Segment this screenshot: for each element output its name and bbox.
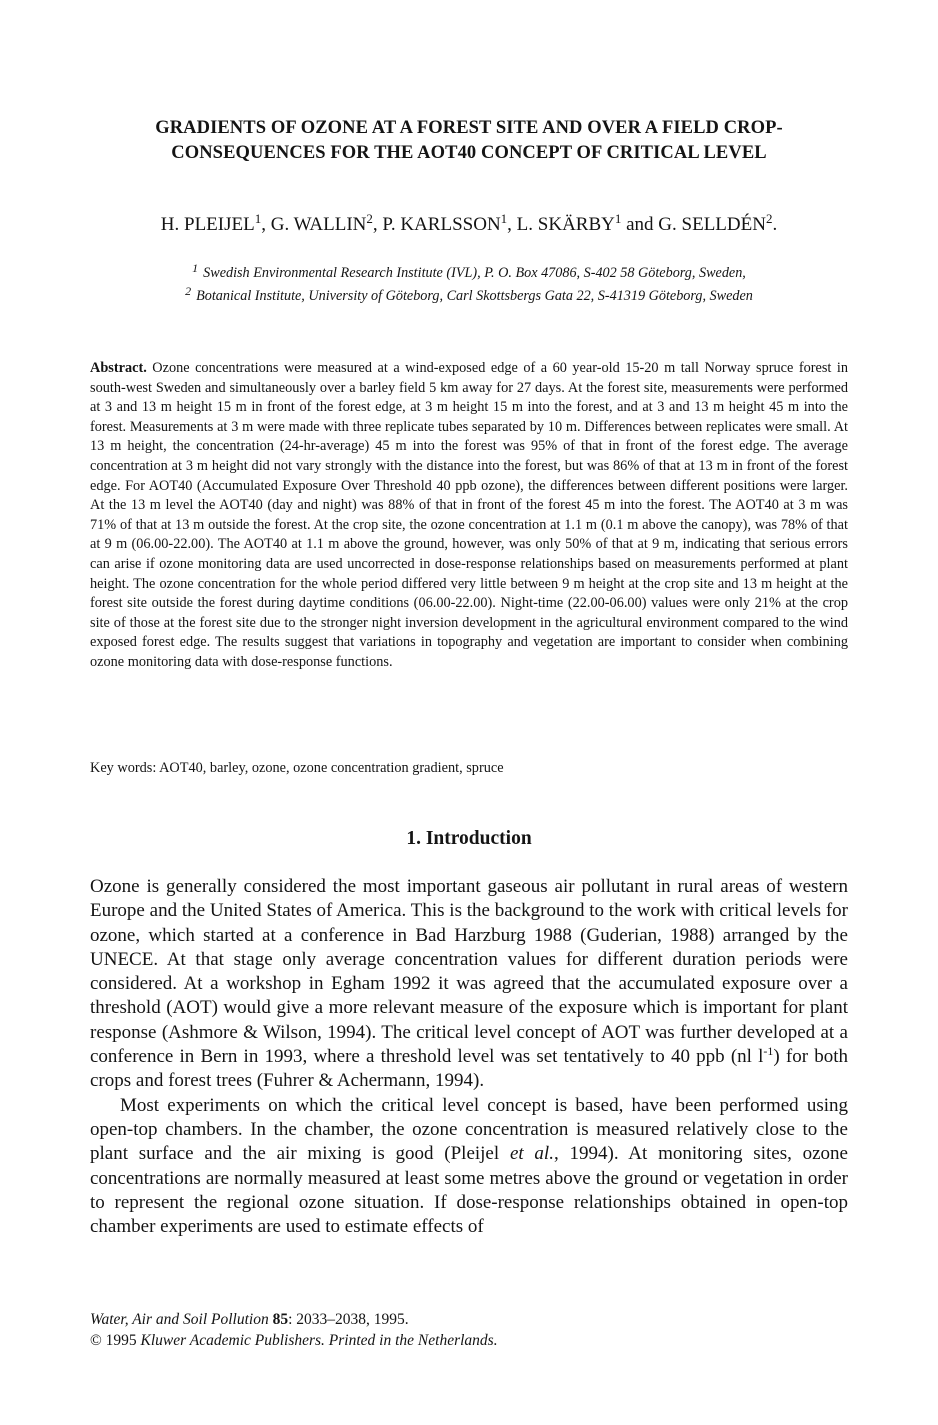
affiliation-mark: 1 [192, 261, 199, 275]
abstract [90, 359, 848, 673]
affiliations [80, 262, 858, 308]
author-separator: , [261, 214, 271, 235]
author-name: P. KARLSSON [382, 214, 501, 235]
author-separator: and [621, 214, 659, 235]
superscript: -1 [763, 1044, 774, 1059]
affiliation-text: Botanical Institute, University of Göteborg, Carl Skottsbergs Gata 22, S-41319 Göteborg, Sweden [196, 288, 753, 304]
abstract-text: Ozone concentrations were measured at a wind-exposed edge of a 60 year-old 15-20 m tall Norway spruce forest in south-west Sweden and simultaneously over a barley field 5 km away for 27 days. At the forest site, measurements were performed at 3 and 13 m height 15 m in front of the forest edge, at 3 m height 15 m into the forest, and at 3 and 13 m height 45 m into the forest. Measurements at 3 m were made with three replicate tubes separated by 10 m. Differences between replicates were small. At 13 m height, the concentration (24-hr-average) 45 m into the forest was 95% of that in front of the forest edge. The average concentration at 3 m height did not vary strongly with the distance into the forest, but was 86% of that at 13 m in front of the forest edge. For AOT40 (Accumulated Exposure Over Threshold 40 ppb ozone), the differences between different positions were larger. At the 13 m level the AOT40 (day and night) was 88% of that in front of the forest 45 m into the forest. The AOT40 at 3 m was 71% of that at 13 m outside the forest. At the crop site, the ozone concentration at 1.1 m (0.1 m above the canopy), was 78% of that at 9 m (06.00-22.00). The AOT40 at 1.1 m above the ground, however, was only 50% of that at 9 m, indicating that serious errors can arise if ozone monitoring data are used uncorrected in dose-response relationships based on measurements performed at plant height. The ozone concentration for the whole period differed very little between 9 m height at the crop site and 13 m height at the forest site outside the forest during daytime conditions (06.00-22.00). Night-time (22.00-06.00) values were only 21% at the crop site of those at the forest site due to the stronger night inversion development in the agricultural environment compared to the wind exposed forest edge. The results suggest that variations in topography and vegetation are important to consider when combining ozone monitoring data with dose-response functions. [90, 360, 848, 670]
author-name: L. SKÄRBY [516, 214, 615, 235]
author-list [40, 212, 898, 238]
paragraph [90, 875, 848, 1094]
citation-footer [90, 1309, 498, 1351]
author-affiliation-mark: 1 [254, 211, 262, 226]
affiliation-mark: 2 [185, 284, 192, 298]
journal-volume: 85 [272, 1311, 289, 1328]
author-name: H. PLEIJEL [160, 214, 255, 235]
affiliation-text: Swedish Environmental Research Institute (IVL), P. O. Box 47086, S-402 58 Göteborg, Sweden, [203, 265, 746, 281]
abstract-label: Abstract. [90, 360, 147, 376]
author-separator: , [372, 214, 383, 235]
author-separator: , [507, 214, 517, 235]
paragraph-text: , 1994). At monitoring sites, ozone concentrations are normally measured at least some metres above the ground or vegetation in order to represent the regional ozone situation. If dose-response relationships obtained in open-top chamber experiments are used to estimate effects of [90, 1143, 848, 1238]
journal-line [90, 1309, 498, 1330]
author-name: G. SELLDÉN [658, 214, 766, 235]
affiliation-line [80, 285, 858, 308]
author-affiliation-mark: 1 [614, 211, 622, 226]
author-name: G. WALLIN [270, 214, 367, 235]
publisher: Kluwer Academic Publishers. Printed in the Netherlands. [140, 1332, 498, 1349]
keywords: Key words: AOT40, barley, ozone, ozone concentration gradient, spruce [90, 760, 504, 776]
author-affiliation-mark: 2 [366, 211, 373, 226]
author-affiliation-mark: 1 [500, 211, 508, 226]
et-al: et al. [509, 1143, 554, 1165]
introduction-body [90, 875, 848, 1239]
copyright-year: © 1995 [90, 1332, 137, 1349]
journal-pages: : 2033–2038, 1995. [288, 1311, 409, 1328]
paragraph [90, 1094, 848, 1240]
paragraph-text: Ozone is generally considered the most important gaseous air pollutant in rural areas of western Europe and the United States of America. This is the background to the work with critical levels for ozone, which started at a conference in Bad Harzburg 1988 (Guderian, 1988) arranged by the UNECE. At that stage only average concentration values for different duration periods were considered. At a workshop in Egham 1992 it was agreed that the accumulated exposure over a threshold (AOT) would give a more relevant measure of the exposure which is important for plant response (Ashmore & Wilson, 1994). The critical level concept of AOT was further developed at a conference in Bern in 1993, where a threshold level was set tentatively to 40 ppb (nl l [90, 876, 848, 1068]
title-line-2: CONSEQUENCES FOR THE AOT40 CONCEPT OF CRITICAL LEVEL [171, 143, 767, 163]
section-heading: 1. Introduction [406, 828, 532, 849]
author-separator: . [772, 214, 778, 235]
author-affiliation-mark: 2 [765, 211, 773, 226]
paragraph-text: ) for both crops and forest trees (Fuhrer & Achermann, 1994). [90, 1046, 848, 1092]
paper-title [60, 116, 878, 166]
copyright-line [90, 1330, 498, 1351]
title-line-1: GRADIENTS OF OZONE AT A FOREST SITE AND OVER A FIELD CROP- [155, 118, 783, 138]
paragraph-text: Most experiments on which the critical level concept is based, have been performed using open-top chambers. In the chamber, the ozone concentration is measured relatively close to the plant surface and the air mixing is good (Pleijel [90, 1094, 848, 1165]
journal-name: Water, Air and Soil Pollution [90, 1311, 269, 1328]
affiliation-line [80, 262, 858, 285]
